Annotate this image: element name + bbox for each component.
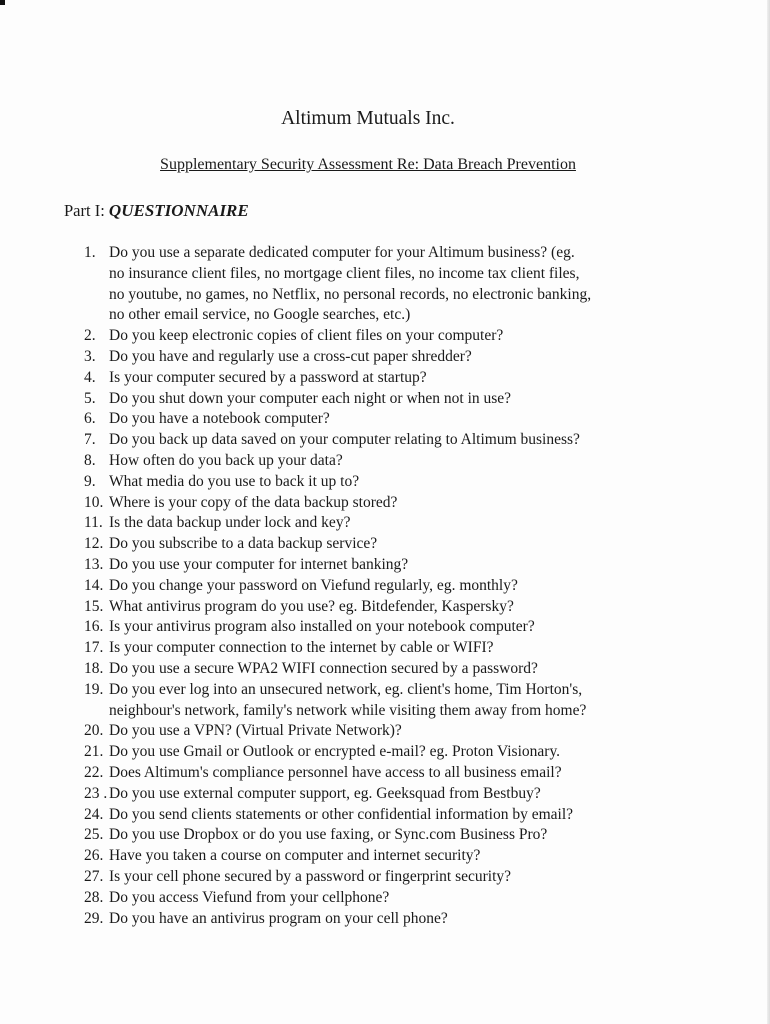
question-text-line: Is your antivirus program also installed on your notebook computer? xyxy=(109,618,535,636)
question-text-line: Does Altimum's compliance personnel have access to all business email? xyxy=(109,763,562,781)
question-number: 7. xyxy=(84,431,96,449)
question-text-line: Do you shut down your computer each night or when not in use? xyxy=(109,389,512,407)
question-text-line: Do you change your password on Viefund regularly, eg. monthly? xyxy=(109,576,518,594)
question-text-line: What antivirus program do you use? eg. Bitdefender, Kaspersky? xyxy=(109,597,514,615)
question-text-line: Do you subscribe to a data backup service? xyxy=(109,535,378,553)
question-text-line: Is the data backup under lock and key? xyxy=(109,514,351,532)
question-number: 17. xyxy=(84,639,104,657)
question-text xyxy=(109,576,684,597)
question-text xyxy=(109,659,684,680)
question-number: 14. xyxy=(84,576,104,594)
question-text-line: What media do you use to back it up to? xyxy=(109,472,360,490)
question-text xyxy=(109,909,684,930)
question-text-line: no youtube, no games, no Netflix, no personal records, no electronic banking, xyxy=(109,285,592,303)
question-number: 21. xyxy=(84,743,104,761)
question-text xyxy=(109,867,684,888)
question-item xyxy=(84,597,684,618)
question-item xyxy=(84,659,684,680)
question-text-line: Is your computer connection to the internet by cable or WIFI? xyxy=(109,639,494,657)
question-text xyxy=(109,742,684,763)
question-item xyxy=(84,784,684,805)
question-number: 1. xyxy=(84,244,96,261)
question-number: 4. xyxy=(84,368,96,386)
question-text xyxy=(109,513,684,534)
question-text xyxy=(109,888,684,909)
question-number: 20. xyxy=(84,722,104,740)
question-text xyxy=(109,451,684,472)
question-item xyxy=(84,451,684,472)
question-item xyxy=(84,243,684,326)
question-text xyxy=(109,409,684,430)
question-number: 11. xyxy=(84,514,103,532)
question-text-line: Do you use a secure WPA2 WIFI connection secured by a password? xyxy=(109,659,538,677)
question-text-line: How often do you back up your data? xyxy=(109,451,343,469)
question-text xyxy=(109,347,684,368)
question-text-line: Do you send clients statements or other confidential information by email? xyxy=(109,805,574,823)
question-number: 5. xyxy=(84,389,96,407)
question-item xyxy=(84,888,684,909)
question-text-line: no other email service, no Google searches, etc.) xyxy=(109,306,411,324)
question-item xyxy=(84,867,684,888)
question-item xyxy=(84,825,684,846)
question-text-line: Where is your copy of the data backup stored? xyxy=(109,493,398,511)
question-text xyxy=(109,825,684,846)
question-number: 27. xyxy=(84,867,104,885)
question-text-line: Do you use your computer for internet banking? xyxy=(109,555,409,573)
question-number: 15. xyxy=(84,597,104,615)
question-number: 2. xyxy=(84,327,96,345)
question-item xyxy=(84,409,684,430)
question-number: 28. xyxy=(84,888,104,906)
question-number: 29. xyxy=(84,909,104,927)
question-number: 16. xyxy=(84,618,104,636)
question-item xyxy=(84,326,684,347)
question-number: 23 . xyxy=(84,784,108,802)
question-text-line: neighbour's network, family's network while visiting them away from home? xyxy=(109,701,587,719)
question-number: 6. xyxy=(84,410,96,428)
question-item xyxy=(84,846,684,867)
question-text xyxy=(109,430,684,451)
question-text-line: Do you use external computer support, eg. Geeksquad from Bestbuy? xyxy=(109,784,541,802)
question-text xyxy=(109,846,684,867)
question-number: 26. xyxy=(84,847,104,865)
question-number: 24. xyxy=(84,805,104,823)
question-item xyxy=(84,493,684,514)
question-text-line: Is your cell phone secured by a password or fingerprint security? xyxy=(109,867,512,885)
question-item xyxy=(84,638,684,659)
question-text-line: Do you have a notebook computer? xyxy=(109,410,330,428)
question-text xyxy=(109,721,684,742)
part-title: QUESTIONNAIRE xyxy=(108,201,249,220)
question-text xyxy=(109,534,684,555)
question-number: 10. xyxy=(84,493,104,511)
scan-corner-mark xyxy=(0,0,5,5)
question-text xyxy=(109,597,684,618)
question-number: 18. xyxy=(84,659,104,677)
question-item xyxy=(84,763,684,784)
question-number: 25. xyxy=(84,826,104,844)
part-label: Part I: xyxy=(64,201,105,220)
question-text-line: Do you have an antivirus program on your cell phone? xyxy=(109,909,448,927)
question-text xyxy=(109,326,684,347)
question-number: 3. xyxy=(84,347,96,365)
question-text-line: Do you use Gmail or Outlook or encrypted e-mail? eg. Proton Visionary. xyxy=(109,743,561,761)
question-number: 12. xyxy=(84,535,104,553)
question-text-line: no insurance client files, no mortgage client files, no income tax client files, xyxy=(109,264,580,282)
question-number: 13. xyxy=(84,555,104,573)
question-item xyxy=(84,742,684,763)
question-number: 8. xyxy=(84,451,96,469)
question-text xyxy=(109,389,684,410)
question-text xyxy=(109,555,684,576)
question-text xyxy=(109,638,684,659)
question-text-line: Do you keep electronic copies of client files on your computer? xyxy=(109,327,504,345)
question-number: 9. xyxy=(84,472,96,490)
question-item xyxy=(84,805,684,826)
question-item xyxy=(84,472,684,493)
question-text-line: Do you ever log into an unsecured network, eg. client's home, Tim Horton's, xyxy=(109,680,583,698)
question-item xyxy=(84,909,684,930)
question-text-line: Do you use Dropbox or do you use faxing, or Sync.com Business Pro? xyxy=(109,826,548,844)
question-item xyxy=(84,368,684,389)
question-text-line: Do you use a VPN? (Virtual Private Network)? xyxy=(109,722,402,740)
question-text xyxy=(109,805,684,826)
question-text-line: Do you have and regularly use a cross-cut paper shredder? xyxy=(109,347,472,365)
question-text-line: Have you taken a course on computer and internet security? xyxy=(109,847,481,865)
question-item xyxy=(84,513,684,534)
document-subtitle: Supplementary Security Assessment Re: Data Breach Prevention xyxy=(160,156,576,173)
question-text xyxy=(109,472,684,493)
question-item xyxy=(84,534,684,555)
question-item xyxy=(84,576,684,597)
question-item xyxy=(84,389,684,410)
question-item xyxy=(84,347,684,368)
question-text xyxy=(109,243,684,326)
question-text xyxy=(109,763,684,784)
question-text xyxy=(109,617,684,638)
question-text xyxy=(109,368,684,389)
company-name: Altimum Mutuals Inc. xyxy=(281,108,455,129)
part-heading xyxy=(64,201,249,221)
question-item xyxy=(84,430,684,451)
question-text xyxy=(109,680,684,722)
question-text xyxy=(109,784,684,805)
question-text-line: Do you back up data saved on your computer relating to Altimum business? xyxy=(109,431,580,449)
question-item xyxy=(84,721,684,742)
question-text-line: Do you access Viefund from your cellphone? xyxy=(109,888,390,906)
question-item xyxy=(84,617,684,638)
question-item xyxy=(84,680,684,722)
question-item xyxy=(84,555,684,576)
questionnaire-list xyxy=(84,243,684,929)
question-number: 19. xyxy=(84,680,104,698)
question-number: 22. xyxy=(84,763,104,781)
question-text-line: Do you use a separate dedicated computer for your Altimum business? (eg. xyxy=(109,244,575,261)
question-text xyxy=(109,493,684,514)
question-text-line: Is your computer secured by a password at startup? xyxy=(109,368,427,386)
